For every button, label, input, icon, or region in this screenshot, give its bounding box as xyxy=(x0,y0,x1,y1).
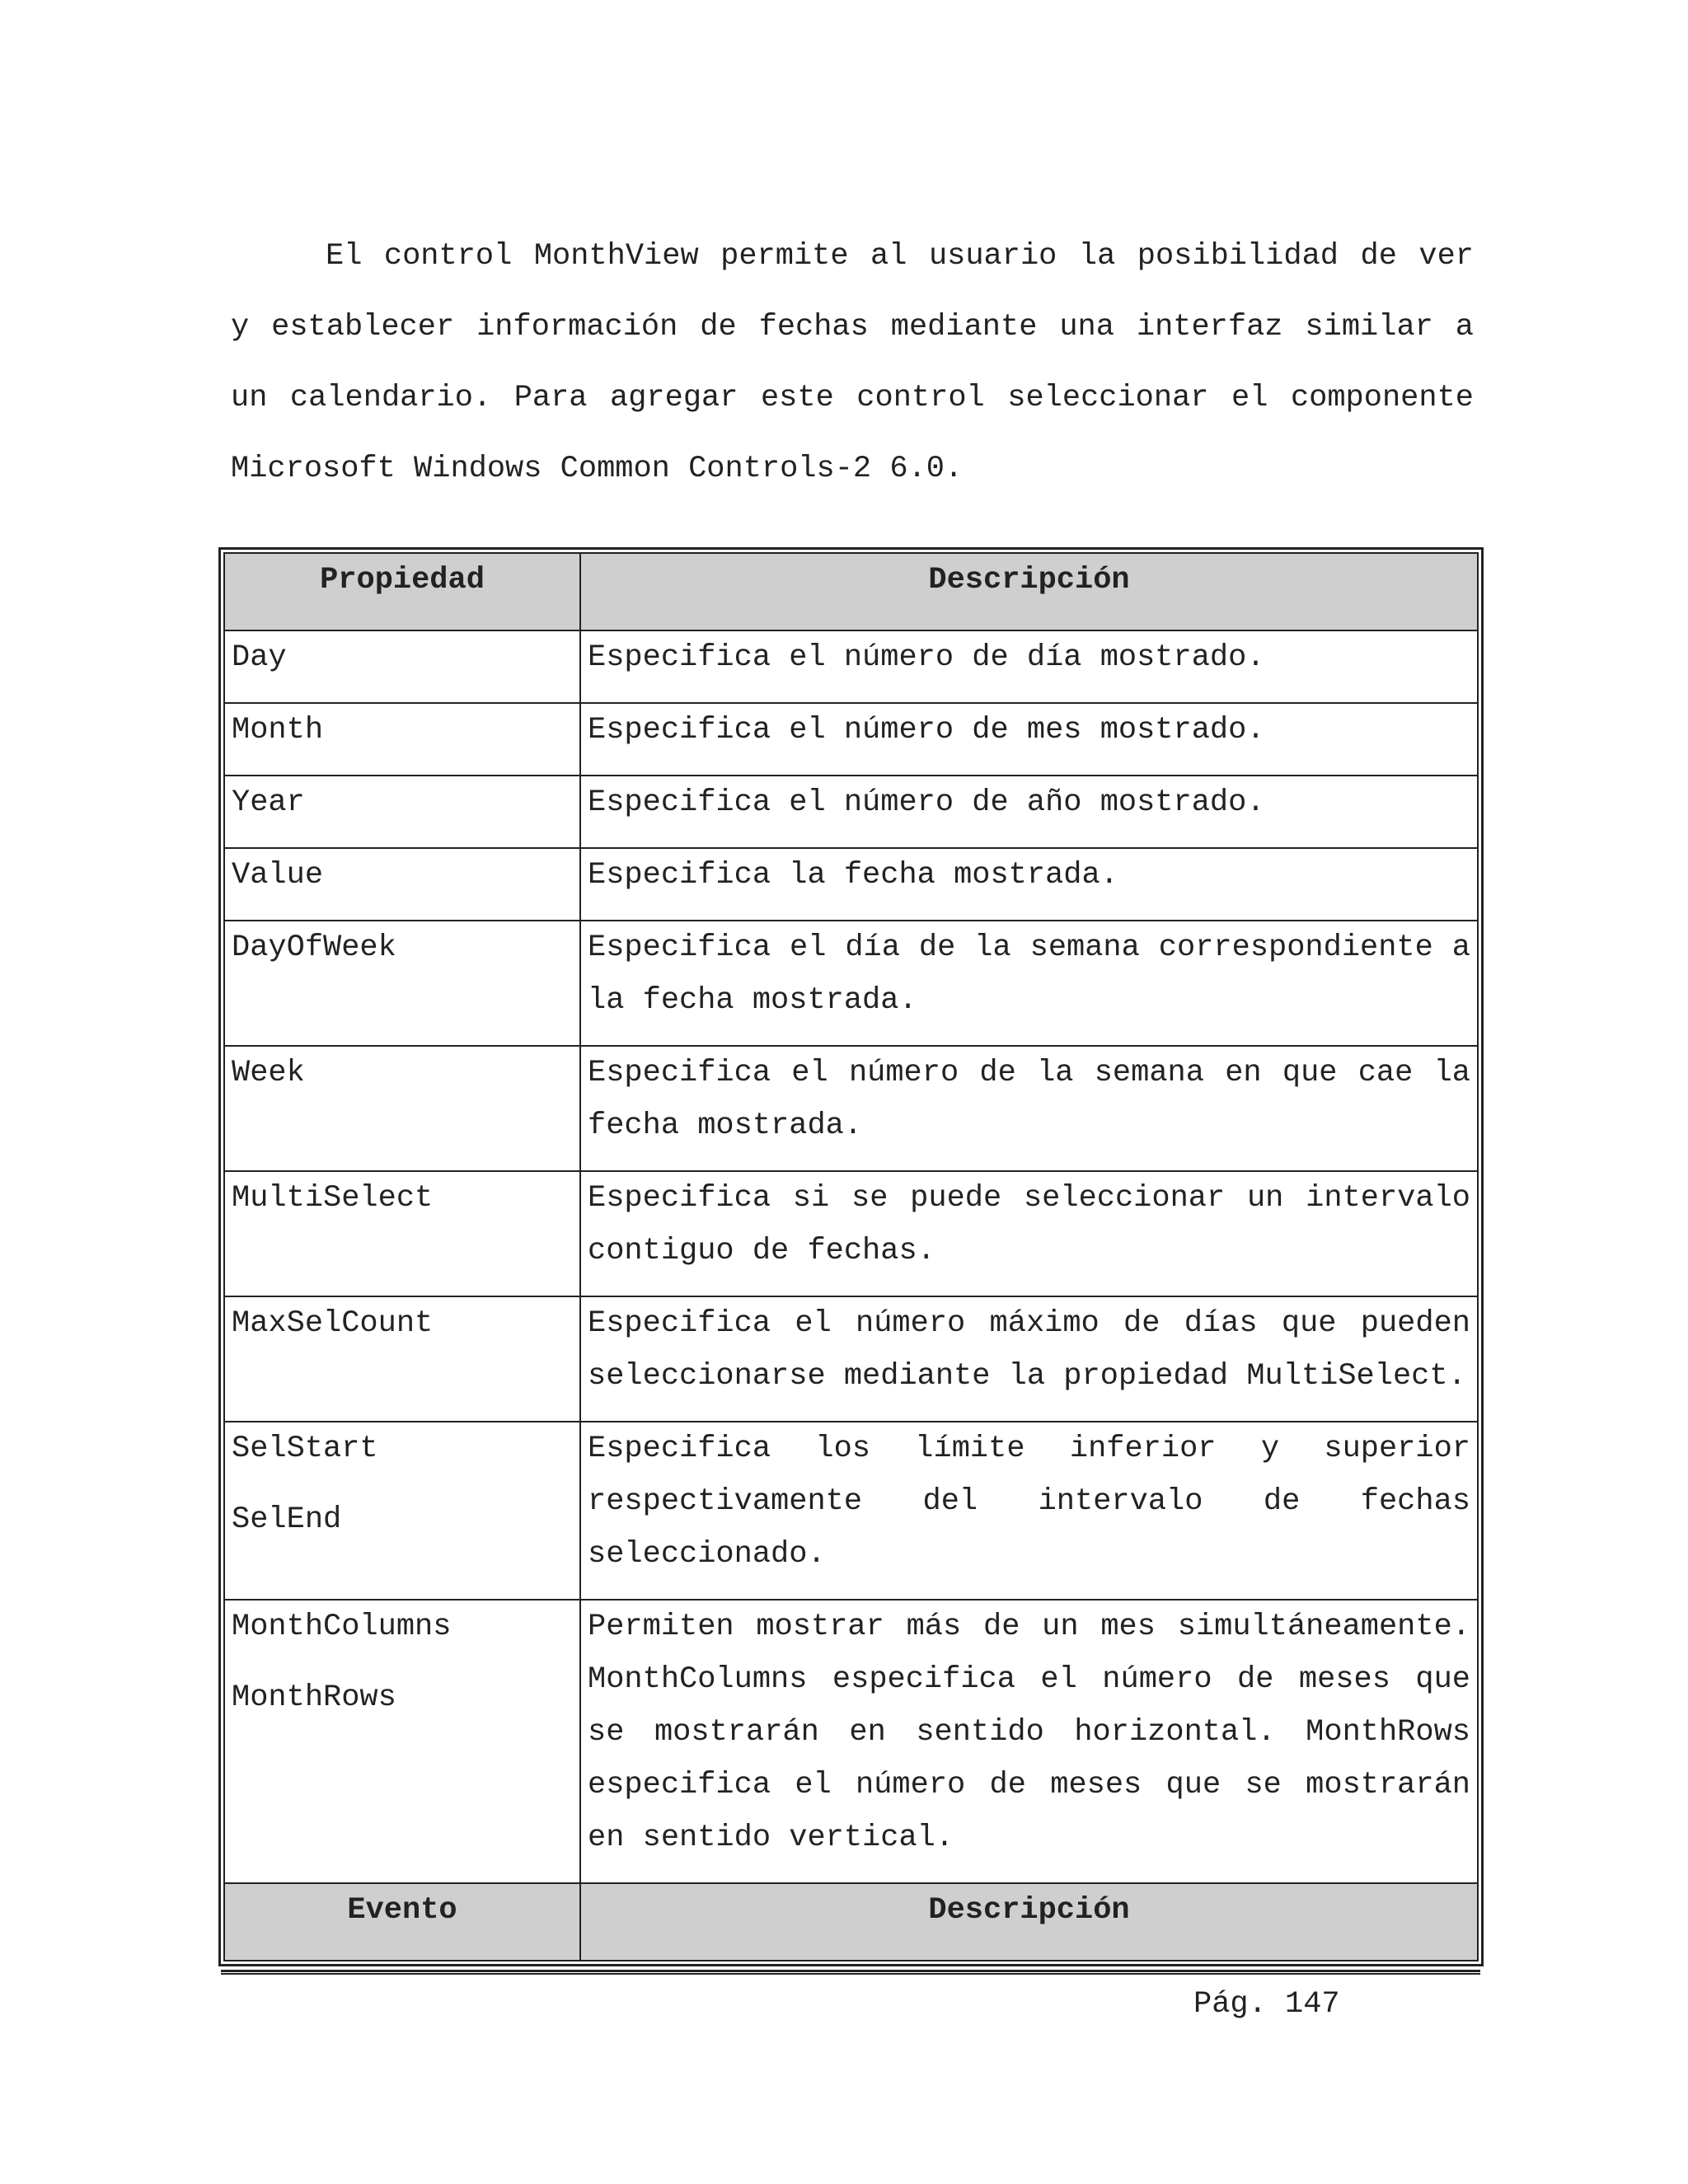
table-row xyxy=(224,630,1478,703)
intro-paragraph: El control MonthView permite al usuario la posibilidad de ver y establecer información de fechas mediante una interfaz similar a un calendario. Para agregar este control seleccionar el componente Microsoft Windows Common Controls-2 6.0. xyxy=(231,239,1474,486)
property-name: Month xyxy=(232,713,324,748)
properties-table-grid xyxy=(223,552,1479,1961)
header-propiedad: Propiedad xyxy=(224,553,580,630)
table-row xyxy=(224,848,1478,921)
property-name: MaxSelCount xyxy=(232,1306,434,1341)
property-name: SelStart xyxy=(232,1432,378,1466)
property-cell xyxy=(224,776,580,848)
property-name: Year xyxy=(232,785,305,820)
property-name: Value xyxy=(232,858,324,893)
description-cell: Especifica los límite inferior y superior respectivamente del intervalo de fechas seleccionado. xyxy=(580,1422,1478,1600)
description-cell: Especifica si se puede seleccionar un intervalo contiguo de fechas. xyxy=(580,1171,1478,1296)
table-row xyxy=(224,921,1478,1046)
property-cell xyxy=(224,1296,580,1422)
description-cell: Especifica el día de la semana correspondiente a la fecha mostrada. xyxy=(580,921,1478,1046)
property-name: MonthColumns xyxy=(232,1610,452,1644)
property-cell xyxy=(224,1600,580,1883)
property-cell xyxy=(224,848,580,921)
description-cell: Especifica el número de día mostrado. xyxy=(580,630,1478,703)
property-cell xyxy=(224,630,580,703)
page-number: Pág. 147 xyxy=(1193,1987,1340,2022)
properties-table xyxy=(218,547,1484,1966)
table-row xyxy=(224,1046,1478,1171)
table-row xyxy=(224,776,1478,848)
description-cell: Especifica el número máximo de días que pueden seleccionarse mediante la propiedad MultiSelect. xyxy=(580,1296,1478,1422)
table-row xyxy=(224,1422,1478,1600)
table-row xyxy=(224,1600,1478,1883)
description-cell: Especifica la fecha mostrada. xyxy=(580,848,1478,921)
table-row xyxy=(224,703,1478,776)
footer-rule xyxy=(221,1970,1480,1975)
property-name: MonthRows xyxy=(232,1680,396,1715)
property-name: Week xyxy=(232,1056,305,1090)
description-cell: Especifica el número de mes mostrado. xyxy=(580,703,1478,776)
description-cell: Especifica el número de la semana en que cae la fecha mostrada. xyxy=(580,1046,1478,1171)
property-cell xyxy=(224,703,580,776)
header-descripcion-evento: Descripción xyxy=(580,1883,1478,1961)
table-row xyxy=(224,1171,1478,1296)
description-cell: Permiten mostrar más de un mes simultáneamente. MonthColumns especifica el número de meses que se mostrarán en sentido horizontal. MonthRows especifica el número de meses que se mostrarán en sentido vertical. xyxy=(580,1600,1478,1883)
property-cell xyxy=(224,1046,580,1171)
property-name: MultiSelect xyxy=(232,1181,434,1216)
table-row xyxy=(224,1296,1478,1422)
property-cell xyxy=(224,921,580,1046)
header-evento: Evento xyxy=(224,1883,580,1961)
description-cell: Especifica el número de año mostrado. xyxy=(580,776,1478,848)
table-header-row xyxy=(224,553,1478,630)
header-descripcion: Descripción xyxy=(580,553,1478,630)
property-cell xyxy=(224,1171,580,1296)
property-name: Day xyxy=(232,640,287,675)
property-cell xyxy=(224,1422,580,1600)
property-name: DayOfWeek xyxy=(232,930,396,965)
table-event-header-row xyxy=(224,1883,1478,1961)
property-name: SelEnd xyxy=(232,1502,342,1537)
